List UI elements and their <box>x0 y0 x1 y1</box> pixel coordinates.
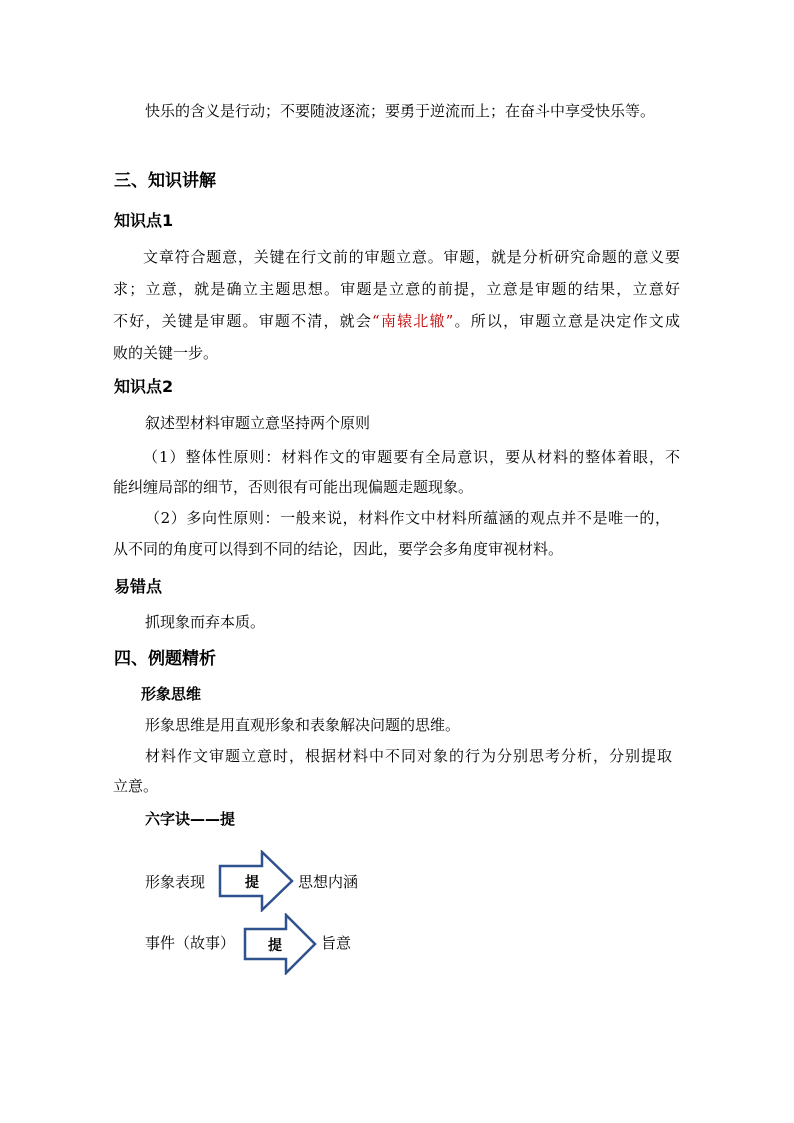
row2-left: 事件（故事） <box>145 934 236 952</box>
section3-title: 三、知识讲解 <box>114 171 216 191</box>
point1-line1: 文章符合题意，关键在行文前的审题立意。审题，就是分析研究命题的意义要 <box>143 248 680 266</box>
point1-line2: 求；立意，就是确立主题思想。审题是立意的前提，立意是审题的结果，立意好 <box>113 280 680 298</box>
point1-title: 知识点1 <box>114 211 174 230</box>
rule2-line1: （2）多向性原则：一般来说，材料作文中材料所蕴涵的观点并不是唯一的， <box>145 509 670 527</box>
arrow-icon <box>243 913 319 975</box>
intro-line: 快乐的含义是行动；不要随波逐流；要勇于逆流而上；在奋斗中享受快乐等。 <box>145 102 656 120</box>
row1-arrow-label: 提 <box>245 875 259 891</box>
formula-title: 六字诀——提 <box>145 810 236 828</box>
error-text: 抓现象而弃本质。 <box>145 613 266 631</box>
rule1-line2: 能纠缠局部的细节，否则很有可能出现偏题走题现象。 <box>113 478 474 496</box>
point1-quote: “南辕北辙” <box>372 312 454 330</box>
row2-arrow-label: 提 <box>268 938 282 954</box>
section4-def: 形象思维是用直观形象和表象解决问题的思维。 <box>145 716 461 734</box>
section4-subtitle: 形象思维 <box>141 685 202 703</box>
row1-left: 形象表现 <box>145 873 206 891</box>
point1-line3 <box>113 311 680 331</box>
method-line2: 立意。 <box>113 777 159 795</box>
method-line1: 材料作文审题立意时，根据材料中不同对象的行为分别思考分析，分别提取 <box>145 747 672 765</box>
point1-line3-b: 。所以，审题立意是决定作文成 <box>453 312 680 330</box>
row2-right: 旨意 <box>321 934 352 952</box>
rule1-line1: （1）整体性原则：材料作文的审题要有全局意识，要从材料的整体着眼，不 <box>143 448 680 466</box>
rule2-line2: 从不同的角度可以得到不同的结论，因此，要学会多角度审视材料。 <box>113 540 564 558</box>
section4-title: 四、例题精析 <box>114 649 216 669</box>
row1-right: 思想内涵 <box>298 873 359 891</box>
point1-line3-a: 不好，关键是审题。审题不清，就会 <box>113 312 373 330</box>
arrow-icon <box>218 850 296 912</box>
point1-line4: 败的关键一步。 <box>113 344 219 362</box>
error-title: 易错点 <box>114 577 163 596</box>
point2-lead: 叙述型材料审题立意坚持两个原则 <box>145 414 371 432</box>
point2-title: 知识点2 <box>114 377 174 396</box>
